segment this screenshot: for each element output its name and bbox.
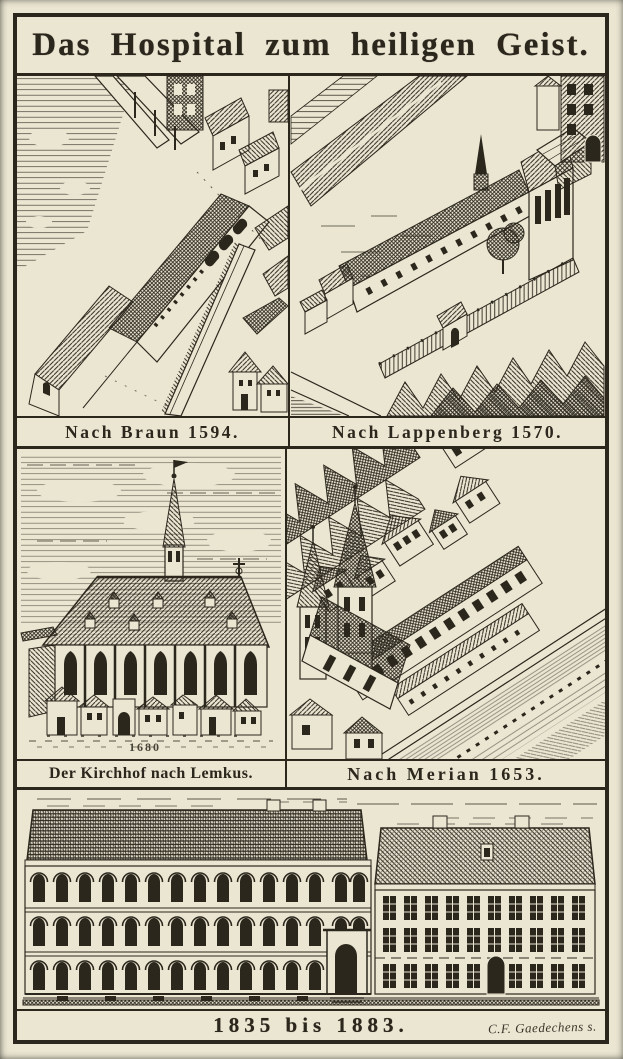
caption-nach-lappenberg [290, 418, 605, 446]
neubau-engraving [17, 790, 605, 1009]
panel-nach-lappenberg [290, 76, 605, 416]
panel-neubau-1835-1883 [17, 790, 605, 1009]
caption-bottom [17, 1009, 605, 1040]
plate-frame [13, 13, 609, 1044]
caption-text-braun: Nach Braun 1594. [65, 421, 240, 442]
panel-kirchhof-lemkus [17, 449, 287, 759]
caption-text-merian: Nach Merian 1653. [347, 763, 545, 784]
lappenberg-engraving [290, 76, 605, 416]
caption-text-years: 1835 bis 1883. [213, 1013, 409, 1037]
merian-engraving [287, 449, 605, 759]
lemkus-engraving [17, 449, 285, 759]
lemkus-inscription: 1680 [129, 740, 161, 754]
caption-row-2 [17, 759, 605, 790]
caption-text-lappenberg: Nach Lappenberg 1570. [332, 421, 563, 442]
title-strip [17, 17, 605, 76]
plate-title: Das Hospital zum heiligen Geist. [32, 26, 590, 63]
panel-row-1 [17, 76, 605, 416]
panel-row-2 [17, 449, 605, 759]
caption-row-1 [17, 416, 605, 449]
caption-kirchhof-lemkus [17, 761, 287, 787]
caption-nach-merian [287, 761, 605, 787]
panel-nach-braun [17, 76, 290, 416]
caption-text-lemkus: Der Kirchhof nach Lemkus. [49, 765, 253, 782]
caption-nach-braun [17, 418, 290, 446]
engraver-signature: C.F. Gaedechens s. [488, 1018, 598, 1037]
braun-engraving [17, 76, 288, 416]
panel-nach-merian [287, 449, 605, 759]
